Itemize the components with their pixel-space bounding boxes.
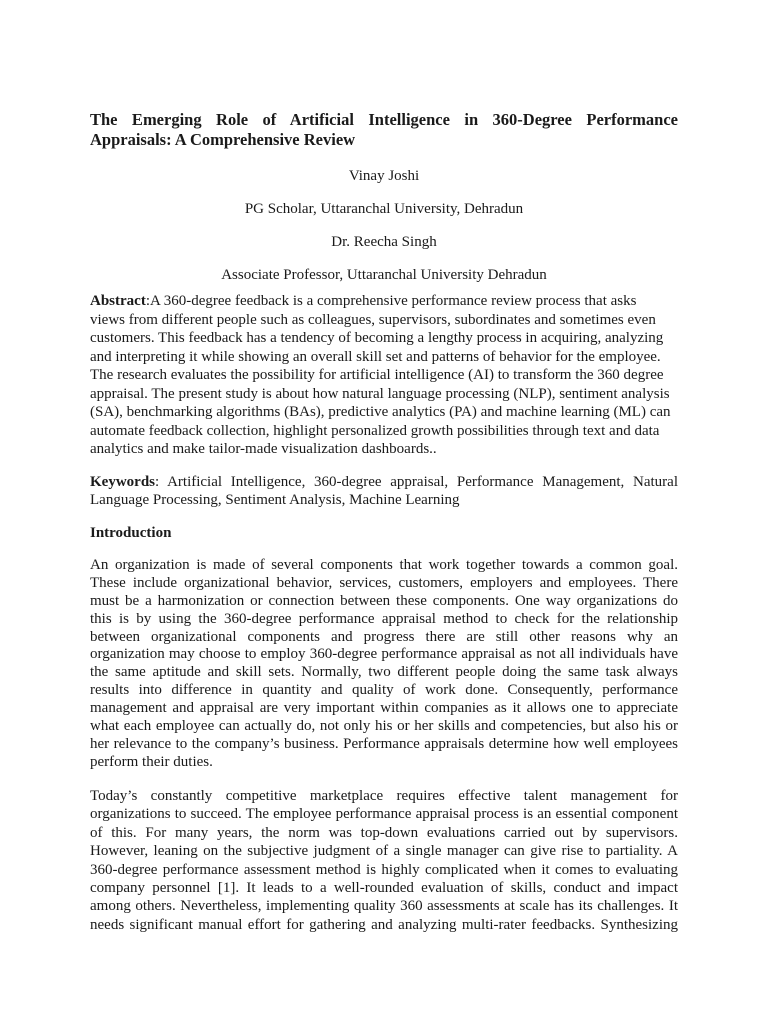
text-line: results into difference in quantity and quality of work done. Consequently, performance bbox=[90, 682, 678, 699]
text-line: automate feedback collection, highlight personalized growth possibilities through text and data bbox=[90, 422, 660, 439]
text-line: what each employee can actually do, not only his or her skills and competencies, but also his or bbox=[90, 718, 678, 735]
text-line: among others. Nevertheless, implementing quality 360 assessments at scale has its challenges. It bbox=[90, 898, 678, 915]
title-line: The Emerging Role of Artificial Intelligence in 360-Degree Performance bbox=[90, 110, 678, 129]
text-line: between organizational components and progress there are still other reasons why an bbox=[90, 628, 678, 645]
text-line: An organization is made of several components that work together towards a common goal. bbox=[90, 557, 678, 573]
abstract-line: :A 360-degree feedback is a comprehensive performance review process that asks bbox=[145, 293, 637, 309]
text-line: The research evaluates the possibility for artificial intelligence (AI) to transform the 360 degree bbox=[90, 367, 664, 383]
author-affiliation: PG Scholar, Uttaranchal University, Dehradun bbox=[244, 201, 524, 217]
text-line: of this. For many years, the norm was top-down evaluations carried out by supervisors. bbox=[90, 824, 678, 841]
author-name: Dr. Reecha Singh bbox=[331, 234, 437, 250]
text-line: management and appraisal are very important within companies as it allows one to appreciate bbox=[90, 700, 678, 717]
text-line: needs significant manual effort for gathering and analyzing multi-rater feedbacks. Synthesizing bbox=[90, 916, 678, 933]
text-line: appraisal. The present study is about how natural language processing (NLP), sentiment analysis bbox=[90, 385, 670, 402]
title-line: Appraisals: A Comprehensive Review bbox=[90, 130, 356, 149]
text-line: 360-degree performance assessment method is highly complicated when it comes to evaluating bbox=[90, 861, 678, 878]
text-line: must be a harmonization or connection between these components. One way organizations do bbox=[90, 592, 678, 609]
keywords-label: Keywords bbox=[90, 474, 155, 490]
text-line: her relevance to the company’s business. Performance appraisals determine how well employees bbox=[90, 735, 678, 752]
author-name: Vinay Joshi bbox=[348, 168, 420, 184]
keywords-line: : Artificial Intelligence, 360-degree appraisal, Performance Management, Natural bbox=[155, 474, 678, 490]
abstract-label: Abstract bbox=[90, 293, 146, 309]
text-line: customers. This feedback has a tendency of becoming a lengthy process in acquiring, analyzing bbox=[90, 330, 664, 346]
text-line: Today’s constantly competitive marketplace requires effective talent management for bbox=[90, 788, 678, 804]
text-line: (SA), benchmarking algorithms (BAs), predictive analytics (PA) and machine learning (ML) can bbox=[90, 404, 671, 420]
text-line: These include organizational behavior, services, customers, employers and employees. There bbox=[90, 574, 678, 591]
author-affiliation: Associate Professor, Uttaranchal University Dehradun bbox=[221, 267, 547, 283]
text-line: analytics and make tailor-made visualization dashboards.. bbox=[90, 441, 437, 457]
intro-paragraph-1 bbox=[90, 557, 678, 772]
text-line: organizations to succeed. The employee performance appraisal process is an essential component bbox=[90, 806, 678, 823]
text-line: perform their duties. bbox=[90, 753, 213, 770]
section-heading-introduction: Introduction bbox=[90, 525, 172, 541]
text-line: Language Processing, Sentiment Analysis, Machine Learning bbox=[90, 492, 460, 508]
abstract bbox=[90, 292, 678, 459]
paper-title bbox=[90, 110, 678, 150]
text-line: views from different people such as colleagues, supervisors, subordinates and sometimes even bbox=[90, 311, 656, 328]
text-line: this is by using the 360-degree performance appraisal method to check for the relationship bbox=[90, 610, 678, 627]
keywords bbox=[90, 473, 678, 509]
text-line: company personnel [1]. It leads to a well-rounded evaluation of skills, conduct and impact bbox=[90, 879, 678, 896]
intro-paragraph-2 bbox=[90, 787, 678, 934]
text-line: organization may choose to employ 360-degree performance appraisal as not all individuals have bbox=[90, 646, 678, 663]
text-line: the same aptitude and skill sets. Normally, two different people doing the same task always bbox=[90, 664, 678, 681]
text-line: However, leaning on the subjective judgment of a single manager can give rise to partiality. A bbox=[90, 843, 678, 860]
text-line: and interpreting it while showing an overall skill set and patterns of behavior for the employee. bbox=[90, 348, 661, 365]
